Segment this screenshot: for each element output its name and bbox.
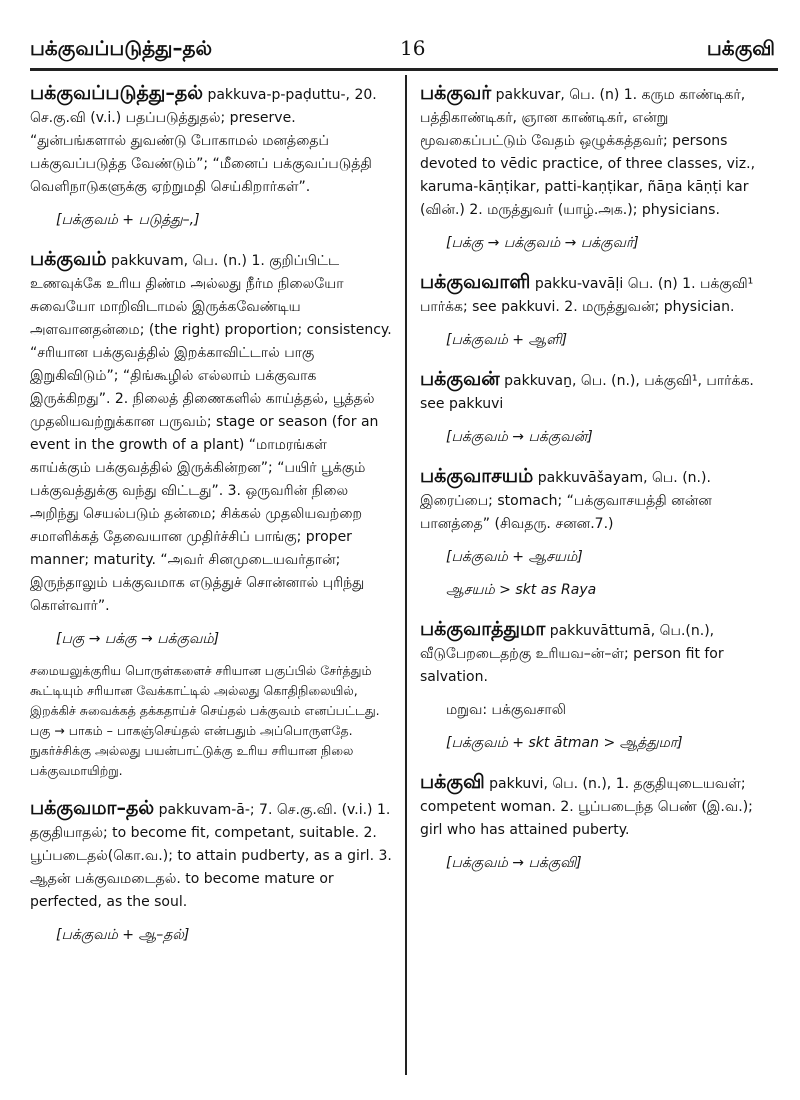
entry-synonym: மறுவ: பக்குவசாலி [446, 702, 566, 718]
entry-etymology: [பக்குவம் + ஆளி] [446, 332, 568, 348]
dictionary-entry [30, 248, 392, 781]
header-left-guideword: பக்குவப்படுத்து–தல் [30, 36, 213, 60]
entry-etymology: [பக்குவம் → பக்குவன்] [446, 429, 593, 445]
entry-body: pakkuva-p-paḍuttu-, 20. செ.கு.வி (v.i.) பதப்படுத்துதல்; preserve. “துன்பங்களால் துவண்டு போகாமல் மனத்தைப் பக்குவப்படுத்த வேண்டும்”; “மீனைப் பக்குவப்படுத்தி வெளிநாடுகளுக்கு ஏற்றுமதி செய்கிறார்கள்”. [30, 87, 377, 195]
entry-etymology: [பக்குவம் + skt ātman > ஆத்துமா] [446, 735, 683, 751]
entry-body: pakkuvāšayam, பெ. (n.). இரைப்பை; stomach; “பக்குவாசயத்தி னன்ன பானத்தை” (சிவதரு. சனன.7.) [420, 470, 712, 532]
entry-etymology: [பக்குவம் + ஆ–தல்] [56, 927, 190, 943]
dictionary-entry [30, 797, 392, 947]
entry-headword: பக்குவப்படுத்து–தல் [30, 82, 203, 104]
entry-headword: பக்குவர் [420, 82, 492, 104]
right-column [420, 82, 775, 891]
entry-body: pakkuvāttumā, பெ.(n.), வீடுபேறடைதற்கு உரியவ–ன்–ள்; person fit for salvation. [420, 623, 724, 685]
entry-etymology: [பக்குவம் + படுத்து–,] [56, 212, 200, 228]
dictionary-entry [420, 82, 775, 255]
page-number: 16 [400, 36, 426, 60]
entry-note: சமையலுக்குரிய பொருள்களைச் சரியான பகுப்பில் சேர்த்தும் கூட்டியும் சரியான வேக்காட்டில் அல்லது கொதிநிலையில், இறக்கிச் சுவைக்கத் தக்கதாய்ச் செய்தல் பக்குவம் எனப்பட்டது. பகு → பாகம் – பாகஞ்செய்தல் என்பதும் அப்பொருளதே. நுகர்ச்சிக்கு அல்லது பயன்பாட்டுக்கு உரிய சரியான நிலை பக்குவமாயிற்று. [30, 663, 380, 778]
entry-headword: பக்குவாத்துமா [420, 618, 546, 640]
header-right-guideword: பக்குவி [706, 36, 775, 60]
dictionary-entry [420, 271, 775, 352]
dictionary-entry [420, 465, 775, 602]
entry-etymology: [பக்குவம் + ஆசயம்] [446, 549, 583, 565]
entry-body: pakkuvaṉ, பெ. (n.), பக்குவி¹, பார்க்க. see pakkuvi [420, 373, 754, 412]
entry-headword: பக்குவாசயம் [420, 465, 534, 487]
entry-body: pakkuvam-ā-; 7. செ.கு.வி. (v.i.) 1. தகுதியாதல்; to become fit, competant, suitable. 2. பூப்படைதல்(கொ.வ.); to attain pudberty, as a girl. 3. ஆதன் பக்குவமடைதல். to become mature or perfected, as the soul. [30, 802, 392, 910]
entry-body: pakkuvi, பெ. (n.), 1. தகுதியுடையவள்; competent woman. 2. பூப்படைந்த பெண் (இ.வ.); girl who has attained puberty. [420, 776, 753, 838]
entry-etymology: [பக்குவம் → பக்குவி] [446, 855, 582, 871]
dictionary-entry [420, 618, 775, 755]
entry-etymology: [பகு → பக்கு → பக்குவம்] [56, 631, 220, 647]
entry-etymology-note: ஆசயம் > skt as Raya [446, 582, 597, 598]
dictionary-entry [420, 771, 775, 875]
entry-headword: பக்குவவாளி [420, 271, 531, 293]
entry-headword: பக்குவமா–தல் [30, 797, 155, 819]
dictionary-entry [30, 82, 392, 232]
column-divider [405, 75, 407, 1075]
entry-headword: பக்குவம் [30, 248, 107, 270]
page-header [30, 28, 775, 68]
entry-body: pakku-vavāḷi பெ. (n) 1. பக்குவி¹ பார்க்க; see pakkuvi. 2. மருத்துவன்; physician. [420, 276, 754, 315]
entry-body: pakkuvar, பெ. (n) 1. கரும காண்டிகர், பத்திகாண்டிகர், ஞான காண்டிகர், என்று மூவகைப்பட்டும் வேதம் ஒழுக்கத்தவர்; persons devoted to vēdic practice, of three classes, viz., karuma-kāṇṭikar, patti-kaṇṭikar, ñāṉa kāṇṭi kar (வின்.) 2. மருத்துவர் (யாழ்.அக.); physicians. [420, 87, 756, 218]
header-rule [30, 68, 778, 71]
entry-etymology: [பக்கு → பக்குவம் → பக்குவர்] [446, 235, 639, 251]
entry-headword: பக்குவி [420, 771, 485, 793]
left-column [30, 82, 392, 963]
entry-body: pakkuvam, பெ. (n.) 1. குறிப்பிட்ட உணவுக்கே உரிய திண்ம அல்லது நீர்ம நிலையோ சுவையோ மாறிவிடாமல் இருக்கவேண்டிய அளவானதன்மை; (the right) proportion; consistency. “சரியான பக்குவத்தில் இறக்காவிட்டால் பாகு இறுகிவிடும்”; “திங்கூழில் எல்லாம் பக்குவாக இருக்கிறது”. 2. நிலைத் திணைகளில் காய்த்தல், பூத்தல் முதலியவற்றுக்கான பருவம்; stage or season (for an event in the growth of a plant) “மாமரங்கள் காய்க்கும் பக்குவத்தில் இருக்கின்றன”; “பயிர் பூக்கும் பக்குவத்துக்கு வந்து விட்டது”. 3. ஒருவரின் நிலை அறிந்து செயல்படும் தன்மை; சிக்கல் முதலியவற்றை சமாளிக்கத் தேவையான முதிர்ச்சிப் பாங்கு; proper manner; maturity. “அவர் சினமுடையவர்தான்; இருந்தாலும் பக்குவமாக எடுத்துச் சொன்னால் புரிந்து கொள்வார்”. [30, 253, 392, 614]
entry-headword: பக்குவன் [420, 368, 500, 390]
dictionary-entry [420, 368, 775, 449]
